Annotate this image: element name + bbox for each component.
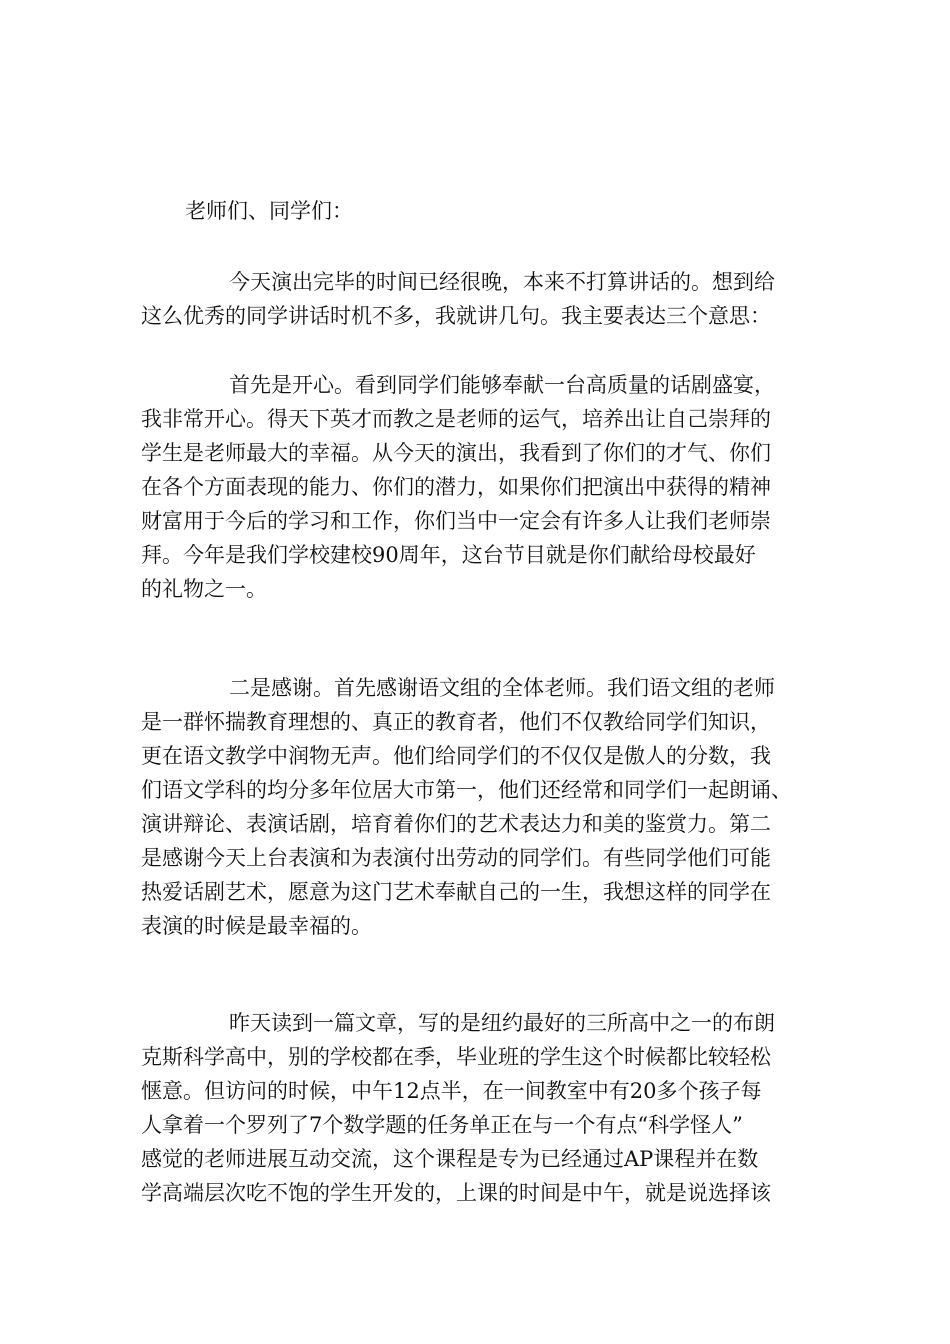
paragraph-article	[141, 1006, 821, 1210]
paragraph-line: 们语文学科的均分多年位居大市第一，他们还经常和同学们一起朗诵、	[141, 778, 792, 802]
paragraph-line: 学高端层次吃不饱的学生开发的，上课的时间是中午，就是说选择该	[141, 1181, 771, 1205]
paragraph-line: 拜。今年是我们学校建校90周年，这台节目就是你们献给母校最好	[141, 543, 756, 567]
paragraph-intro	[141, 265, 821, 333]
paragraph-line: 惬意。但访问的时候，中午12点半，在一间教室中有20多个孩子每	[141, 1079, 762, 1103]
paragraph-line: 首先是开心。看到同学们能够奉献一台高质量的话剧盛宴，	[229, 373, 775, 397]
paragraph-line: 克斯科学高中，别的学校都在季，毕业班的学生这个时候都比较轻松	[141, 1045, 771, 1069]
paragraph-line: 财富用于今后的学习和工作，你们当中一定会有许多人让我们老师崇	[141, 509, 771, 533]
paragraph-line: 表演的时候是最幸福的。	[141, 914, 372, 938]
paragraph-line: 感觉的老师进展互动交流，这个课程是专为已经通过AP课程并在数	[141, 1147, 759, 1171]
paragraph-line: 的礼物之一。	[141, 577, 267, 601]
paragraph-line: 是感谢今天上台表演和为表演付出劳动的同学们。有些同学他们可能	[141, 846, 771, 870]
paragraph-line: 我非常开心。得天下英才而教之是老师的运气，培养出让自己崇拜的	[141, 407, 771, 431]
paragraph-line: 二是感谢。首先感谢语文组的全体老师。我们语文组的老师	[229, 676, 775, 700]
paragraph-line: 学生是老师最大的幸福。从今天的演出，我看到了你们的才气、你们	[141, 441, 771, 465]
paragraph-line: 这么优秀的同学讲话时机不多，我就讲几句。我主要表达三个意思：	[141, 304, 771, 328]
paragraph-line: 演讲辩论、表演话剧，培育着你们的艺术表达力和美的鉴赏力。第二	[141, 812, 771, 836]
paragraph-thanks	[141, 671, 821, 943]
paragraph-line: 人拿着一个罗列了7个数学题的任务单正在与一个有点“科学怪人”	[141, 1113, 743, 1137]
paragraph-line: 更在语文教学中润物无声。他们给同学们的不仅仅是傲人的分数，我	[141, 744, 771, 768]
paragraph-line: 昨天读到一篇文章，写的是纽约最好的三所高中之一的布朗	[229, 1011, 775, 1035]
paragraph-line: 今天演出完毕的时间已经很晚，本来不打算讲话的。想到给	[229, 270, 775, 294]
salutation: 老师们、同学们：	[185, 199, 353, 223]
paragraph-line: 在各个方面表现的能力、你们的潜力，如果你们把演出中获得的精神	[141, 475, 771, 499]
paragraph-line: 是一群怀揣教育理想的、真正的教育者，他们不仅教给同学们知识，	[141, 710, 771, 734]
paragraph-line: 热爱话剧艺术，愿意为这门艺术奉献自己的一生，我想这样的同学在	[141, 880, 771, 904]
paragraph-happiness	[141, 368, 821, 606]
